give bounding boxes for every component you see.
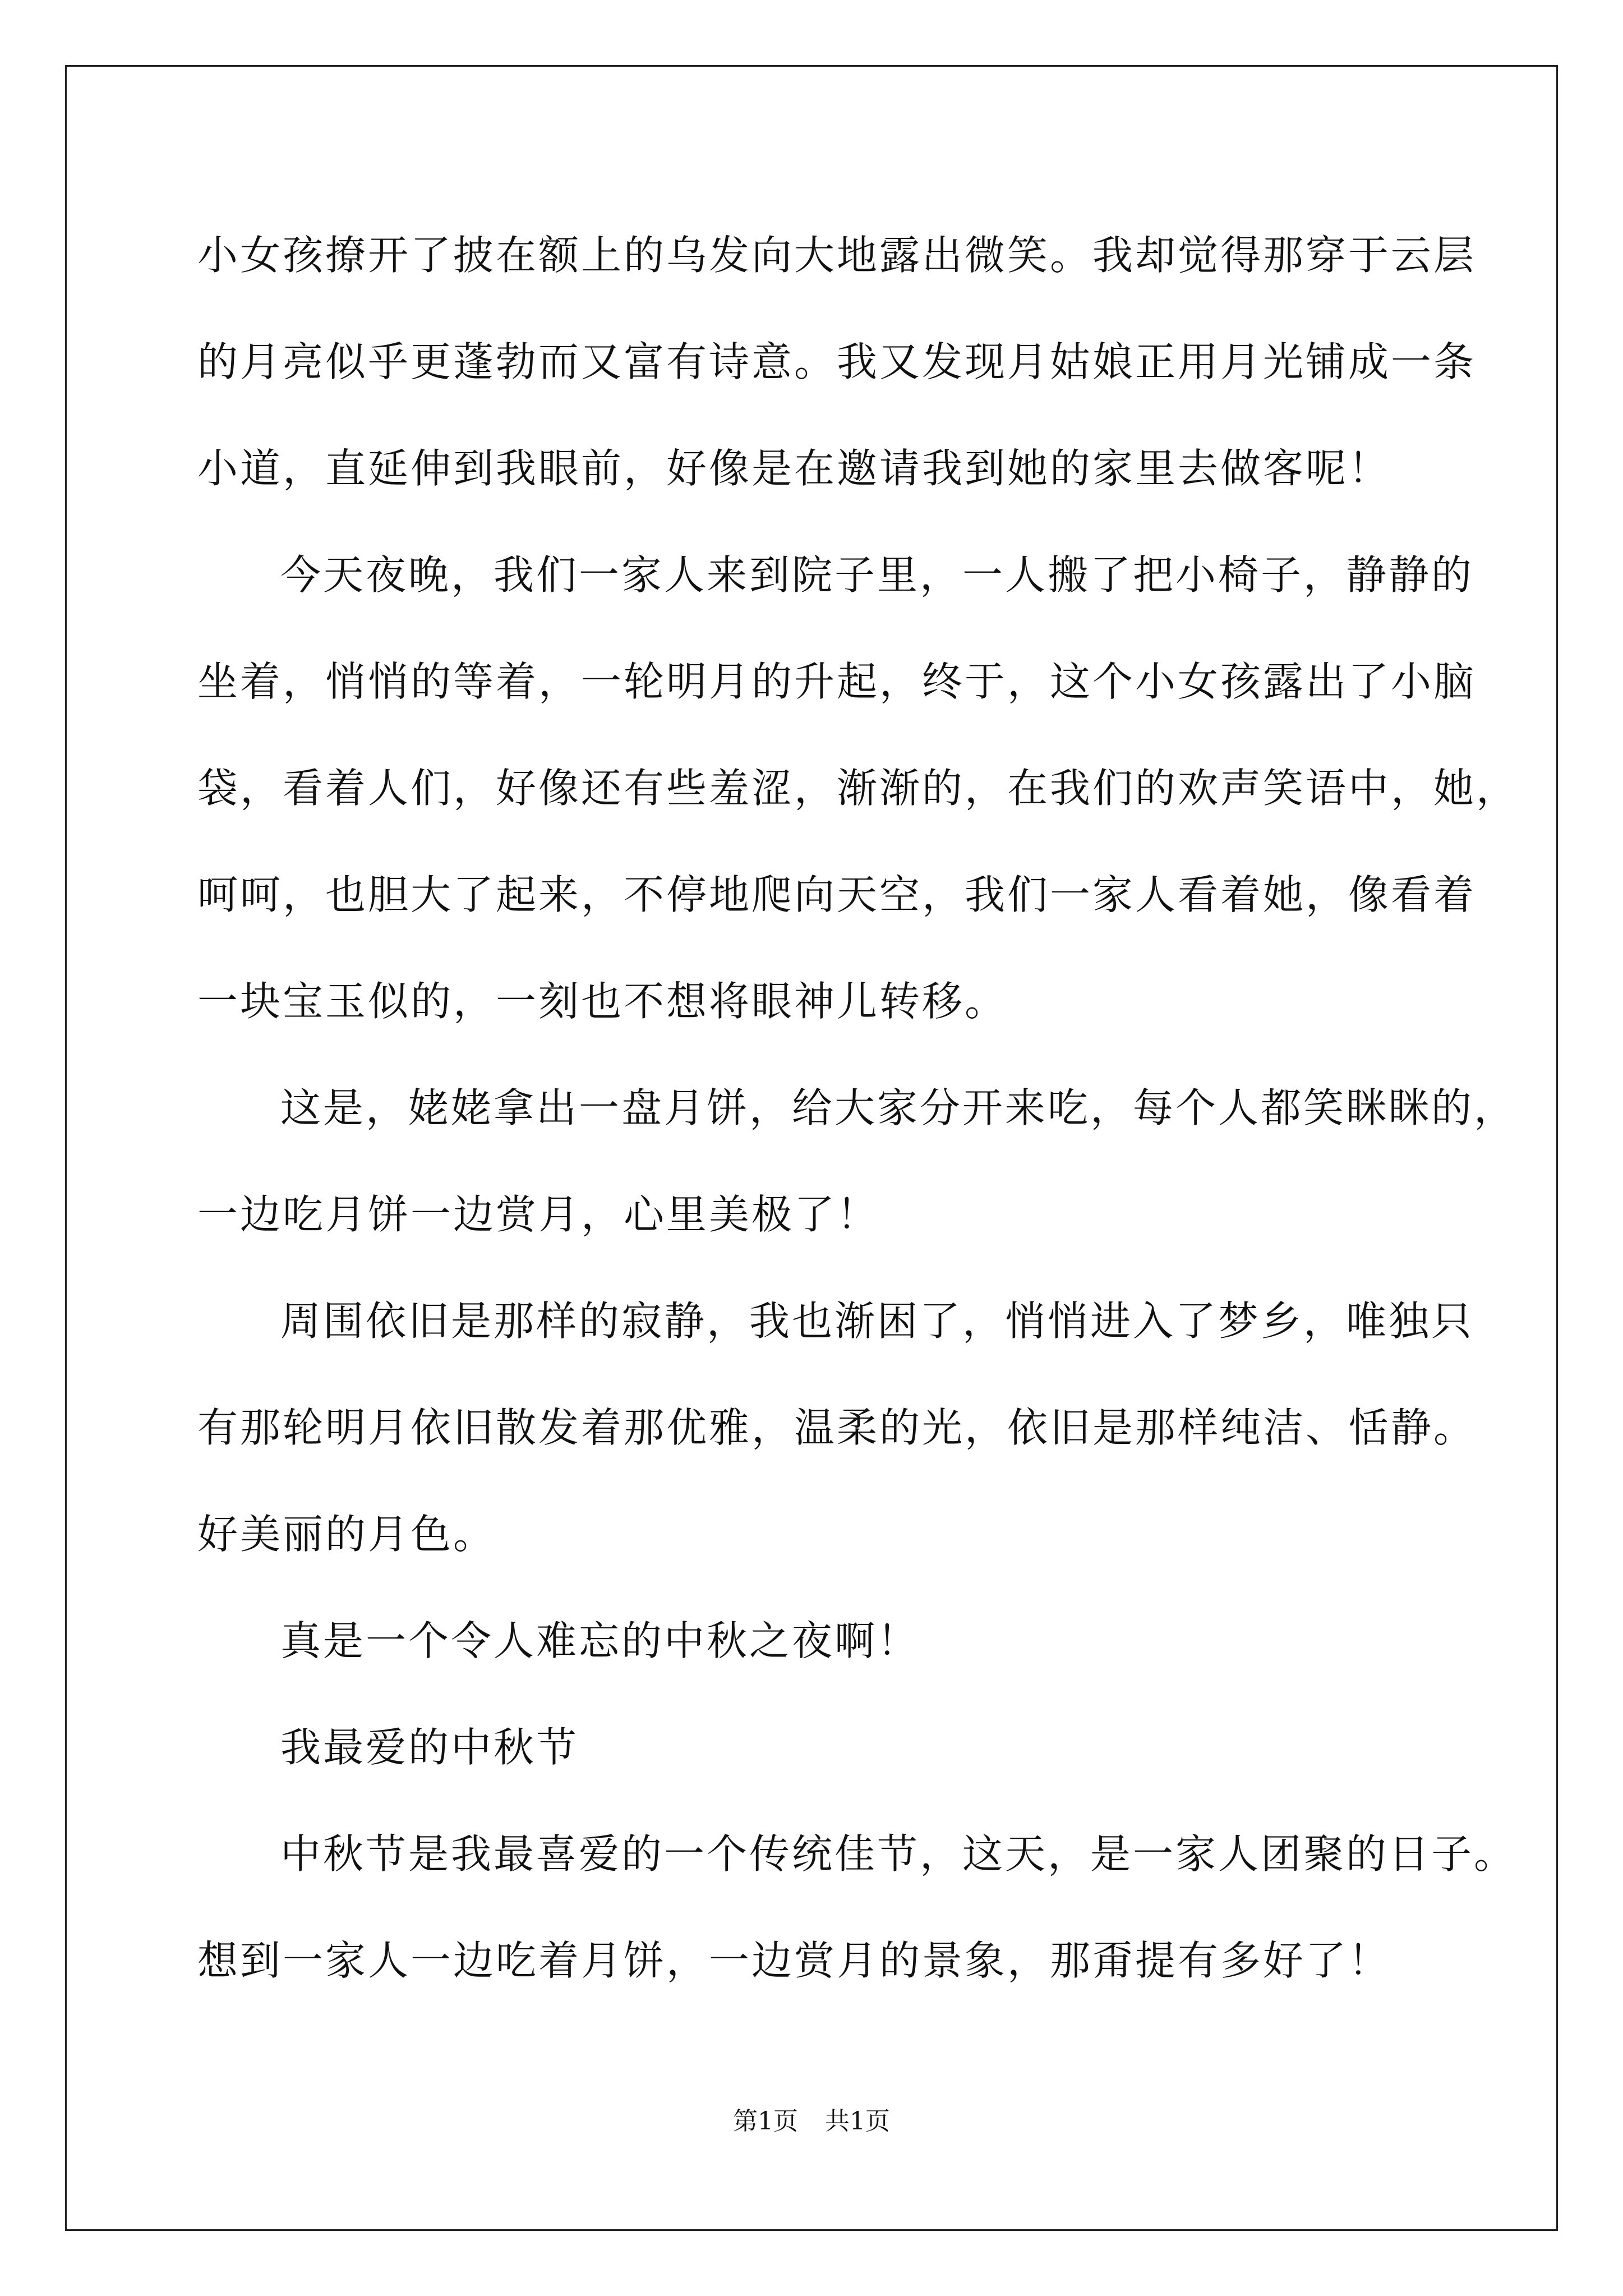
text-line: 的月亮似乎更蓬勃而又富有诗意。我又发现月姑娘正用月光铺成一条 xyxy=(197,338,1477,385)
text-line: 小女孩撩开了披在额上的乌发向大地露出微笑。我却觉得那穿于云层 xyxy=(197,232,1477,279)
text-line: 想到一家人一边吃着月饼，一边赏月的景象，那甭提有多好了！ xyxy=(197,1937,1391,1984)
text-line: 袋，看着人们，好像还有些羞涩，渐渐的，在我们的欢声笑语中，她， xyxy=(197,765,1519,812)
text-line: 呵呵，也胆大了起来，不停地爬向天空，我们一家人看着她，像看着 xyxy=(197,871,1477,918)
paragraph-start-line: 真是一个令人难忘的中秋之夜啊！ xyxy=(280,1617,920,1664)
document-body xyxy=(197,213,1519,2025)
page-number: 第1页 xyxy=(733,2107,798,2136)
paragraph-start-line: 今天夜晚，我们一家人来到院子里，一人搬了把小椅子，静静的 xyxy=(280,551,1474,599)
text-line: 小道，直延伸到我眼前，好像是在邀请我到她的家里去做客呢！ xyxy=(197,445,1391,492)
text-line: 一块宝玉似的，一刻也不想将眼神儿转移。 xyxy=(197,978,1008,1025)
section-title: 我最爱的中秋节 xyxy=(280,1724,579,1771)
paragraph-start-line: 中秋节是我最喜爱的一个传统佳节，这天，是一家人团聚的日子。 xyxy=(280,1830,1517,1878)
text-line: 有那轮明月依旧散发着那优雅，温柔的光，依旧是那样纯洁、恬静。 xyxy=(197,1404,1477,1451)
page-total: 共1页 xyxy=(825,2107,890,2136)
text-line: 好美丽的月色。 xyxy=(197,1511,496,1558)
paragraph-start-line: 周围依旧是那样的寂静，我也渐困了，悄悄进入了梦乡，唯独只 xyxy=(280,1297,1474,1345)
paragraph-start-line: 这是，姥姥拿出一盘月饼，给大家分开来吃，每个人都笑眯眯的， xyxy=(280,1084,1517,1131)
text-line: 一边吃月饼一边赏月，心里美极了！ xyxy=(197,1191,880,1238)
text-line: 坐着，悄悄的等着，一轮明月的升起，终于，这个小女孩露出了小脑 xyxy=(197,658,1477,705)
page-footer xyxy=(0,2101,1623,2137)
